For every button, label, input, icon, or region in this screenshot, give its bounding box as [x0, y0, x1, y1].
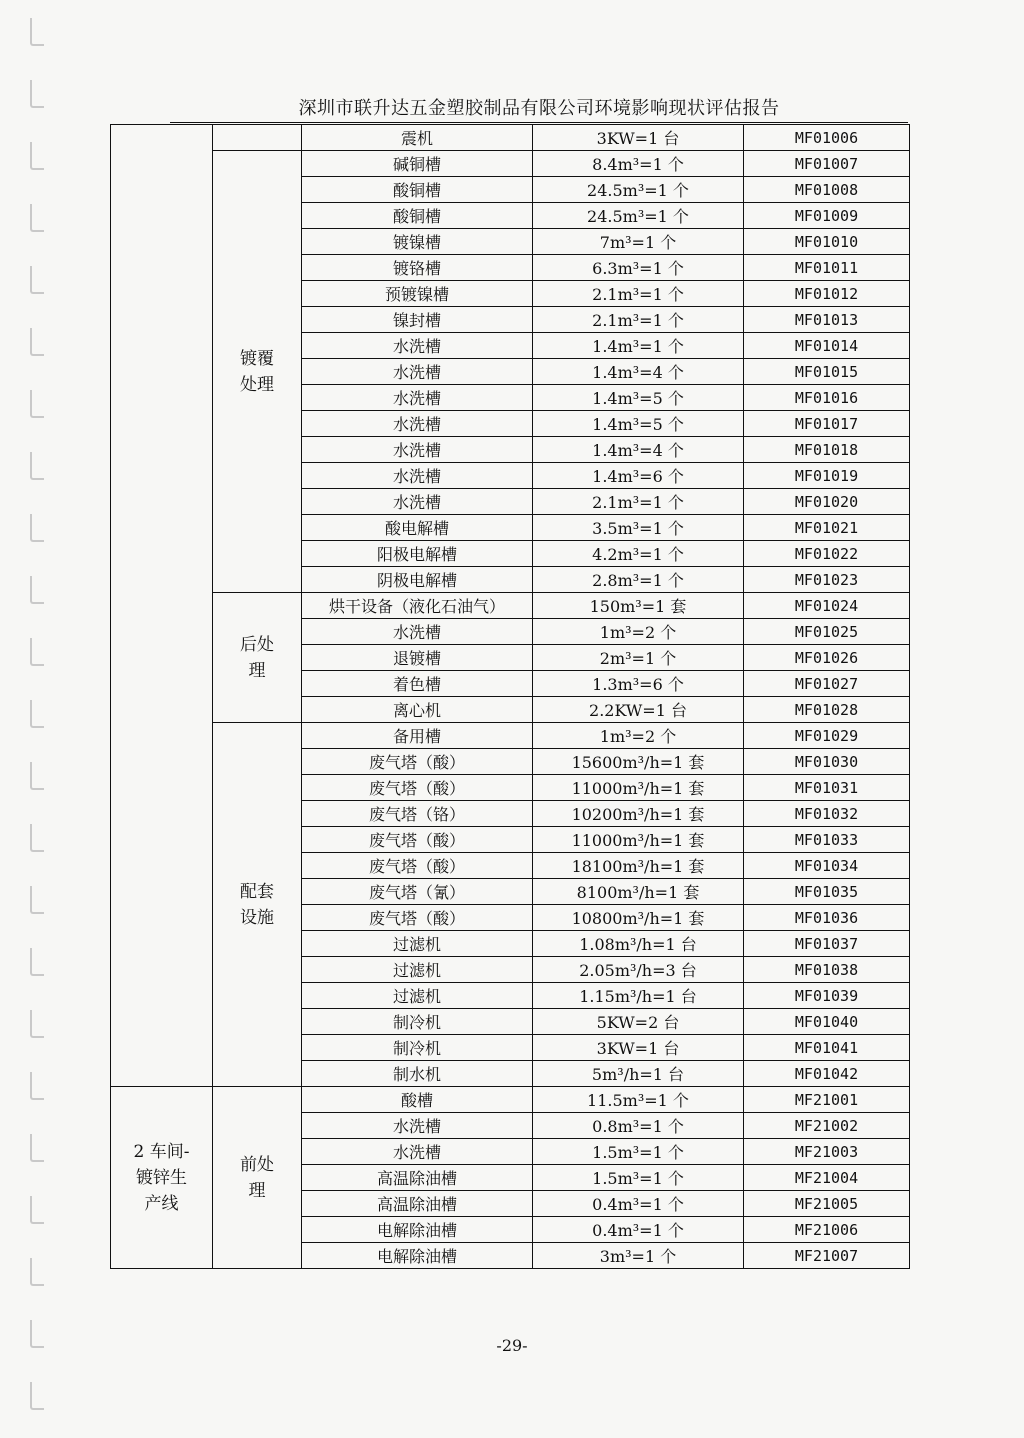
- equipment-spec: 2.2KW=1 台: [533, 697, 744, 723]
- equipment-code: MF21001: [744, 1087, 910, 1113]
- equipment-spec: 6.3m³=1 个: [533, 255, 744, 281]
- process-label: 配套 设施: [240, 881, 274, 928]
- equipment-name: 过滤机: [302, 957, 533, 983]
- equipment-name: 过滤机: [302, 983, 533, 1009]
- equipment-name: 废气塔（氰）: [302, 879, 533, 905]
- equipment-name: 酸铜槽: [302, 203, 533, 229]
- equipment-name: 着色槽: [302, 671, 533, 697]
- process-cell: [213, 723, 302, 1087]
- binding-hole: [30, 948, 44, 976]
- binding-hole: [30, 204, 44, 232]
- equipment-code: MF21003: [744, 1139, 910, 1165]
- equipment-name: 预镀镍槽: [302, 281, 533, 307]
- equipment-name: 高温除油槽: [302, 1165, 533, 1191]
- equipment-code: MF01022: [744, 541, 910, 567]
- equipment-code: MF01014: [744, 333, 910, 359]
- equipment-code: MF01023: [744, 567, 910, 593]
- equipment-name: 水洗槽: [302, 333, 533, 359]
- equipment-spec: 8.4m³=1 个: [533, 151, 744, 177]
- equipment-spec: 2m³=1 个: [533, 645, 744, 671]
- binding-hole: [30, 328, 44, 356]
- equipment-spec: 1m³=2 个: [533, 619, 744, 645]
- equipment-spec: 0.4m³=1 个: [533, 1191, 744, 1217]
- equipment-code: MF01035: [744, 879, 910, 905]
- equipment-name: 震机: [302, 125, 533, 151]
- process-label: 镀覆 处理: [240, 348, 274, 395]
- equipment-name: 酸电解槽: [302, 515, 533, 541]
- binding-holes: [30, 0, 44, 1438]
- equipment-code: MF01008: [744, 177, 910, 203]
- report-header: 深圳市联升达五金塑胶制品有限公司环境影响现状评估报告: [170, 96, 908, 123]
- equipment-name: 水洗槽: [302, 619, 533, 645]
- equipment-spec: 15600m³/h=1 套: [533, 749, 744, 775]
- equipment-spec: 2.1m³=1 个: [533, 281, 744, 307]
- equipment-spec: 5KW=2 台: [533, 1009, 744, 1035]
- binding-hole: [30, 576, 44, 604]
- equipment-spec: 2.05m³/h=3 台: [533, 957, 744, 983]
- equipment-name: 阴极电解槽: [302, 567, 533, 593]
- equipment-code: MF01009: [744, 203, 910, 229]
- binding-hole: [30, 1258, 44, 1286]
- equipment-spec: 1.4m³=6 个: [533, 463, 744, 489]
- equipment-name: 水洗槽: [302, 1139, 533, 1165]
- equipment-spec: 1.4m³=1 个: [533, 333, 744, 359]
- equipment-spec: 24.5m³=1 个: [533, 177, 744, 203]
- equipment-spec: 1.5m³=1 个: [533, 1139, 744, 1165]
- equipment-name: 镍封槽: [302, 307, 533, 333]
- equipment-name: 水洗槽: [302, 437, 533, 463]
- equipment-name: 废气塔（酸）: [302, 905, 533, 931]
- equipment-name: 水洗槽: [302, 359, 533, 385]
- equipment-name: 废气塔（酸）: [302, 853, 533, 879]
- process-label: 后处 理: [240, 634, 274, 681]
- binding-hole: [30, 514, 44, 542]
- equipment-code: MF01007: [744, 151, 910, 177]
- equipment-code: MF01017: [744, 411, 910, 437]
- equipment-name: 电解除油槽: [302, 1217, 533, 1243]
- binding-hole: [30, 1196, 44, 1224]
- equipment-spec: 4.2m³=1 个: [533, 541, 744, 567]
- equipment-spec: 0.4m³=1 个: [533, 1217, 744, 1243]
- binding-hole: [30, 1010, 44, 1038]
- equipment-code: MF21002: [744, 1113, 910, 1139]
- binding-hole: [30, 266, 44, 294]
- binding-hole: [30, 452, 44, 480]
- equipment-code: MF01013: [744, 307, 910, 333]
- equipment-spec: 150m³=1 套: [533, 593, 744, 619]
- equipment-spec: 24.5m³=1 个: [533, 203, 744, 229]
- equipment-name: 酸铜槽: [302, 177, 533, 203]
- equipment-code: MF01034: [744, 853, 910, 879]
- equipment-spec: 1.3m³=6 个: [533, 671, 744, 697]
- equipment-code: MF01018: [744, 437, 910, 463]
- equipment-name: 废气塔（酸）: [302, 827, 533, 853]
- equipment-code: MF01027: [744, 671, 910, 697]
- equipment-name: 水洗槽: [302, 385, 533, 411]
- equipment-spec: 2.8m³=1 个: [533, 567, 744, 593]
- binding-hole: [30, 390, 44, 418]
- equipment-spec: 5m³/h=1 台: [533, 1061, 744, 1087]
- equipment-spec: 10800m³/h=1 套: [533, 905, 744, 931]
- equipment-name: 水洗槽: [302, 463, 533, 489]
- equipment-name: 高温除油槽: [302, 1191, 533, 1217]
- equipment-code: MF01040: [744, 1009, 910, 1035]
- equipment-code: MF01032: [744, 801, 910, 827]
- equipment-spec: 1m³=2 个: [533, 723, 744, 749]
- equipment-name: 废气塔（酸）: [302, 775, 533, 801]
- table-row: [111, 1087, 910, 1113]
- equipment-code: MF01028: [744, 697, 910, 723]
- binding-hole: [30, 762, 44, 790]
- equipment-name: 酸槽: [302, 1087, 533, 1113]
- equipment-code: MF01021: [744, 515, 910, 541]
- process-cell: [213, 593, 302, 723]
- equipment-code: MF21005: [744, 1191, 910, 1217]
- equipment-name: 过滤机: [302, 931, 533, 957]
- equipment-spec: 7m³=1 个: [533, 229, 744, 255]
- binding-hole: [30, 638, 44, 666]
- equipment-code: MF01039: [744, 983, 910, 1009]
- equipment-name: 制冷机: [302, 1009, 533, 1035]
- equipment-spec: 8100m³/h=1 套: [533, 879, 744, 905]
- equipment-spec: 11000m³/h=1 套: [533, 827, 744, 853]
- equipment-code: MF01038: [744, 957, 910, 983]
- equipment-name: 制水机: [302, 1061, 533, 1087]
- equipment-code: MF01026: [744, 645, 910, 671]
- equipment-code: MF01042: [744, 1061, 910, 1087]
- equipment-code: MF01029: [744, 723, 910, 749]
- process-label: 前处 理: [240, 1154, 274, 1201]
- table-row: [111, 125, 910, 151]
- equipment-name: 水洗槽: [302, 489, 533, 515]
- equipment-spec: 2.1m³=1 个: [533, 489, 744, 515]
- binding-hole: [30, 1382, 44, 1410]
- equipment-code: MF01025: [744, 619, 910, 645]
- equipment-spec: 11000m³/h=1 套: [533, 775, 744, 801]
- equipment-code: MF01019: [744, 463, 910, 489]
- equipment-name: 碱铜槽: [302, 151, 533, 177]
- equipment-code: MF21007: [744, 1243, 910, 1269]
- equipment-spec: 1.4m³=5 个: [533, 385, 744, 411]
- equipment-code: MF01037: [744, 931, 910, 957]
- process-cell: [213, 1087, 302, 1269]
- equipment-name: 离心机: [302, 697, 533, 723]
- equipment-code: MF01011: [744, 255, 910, 281]
- equipment-spec: 3m³=1 个: [533, 1243, 744, 1269]
- equipment-name: 镀铬槽: [302, 255, 533, 281]
- equipment-name: 水洗槽: [302, 1113, 533, 1139]
- equipment-code: MF01020: [744, 489, 910, 515]
- equipment-name: 废气塔（铬）: [302, 801, 533, 827]
- page-number: -29-: [496, 1336, 528, 1355]
- equipment-name: 电解除油槽: [302, 1243, 533, 1269]
- equipment-code: MF01036: [744, 905, 910, 931]
- table-row: [111, 723, 910, 749]
- equipment-name: 废气塔（酸）: [302, 749, 533, 775]
- equipment-code: MF01033: [744, 827, 910, 853]
- equipment-name: 备用槽: [302, 723, 533, 749]
- equipment-spec: 1.4m³=4 个: [533, 437, 744, 463]
- equipment-spec: 11.5m³=1 个: [533, 1087, 744, 1113]
- process-cell: [213, 125, 302, 151]
- equipment-code: MF01016: [744, 385, 910, 411]
- equipment-spec: 3KW=1 台: [533, 125, 744, 151]
- workshop-cell: [111, 1087, 213, 1269]
- equipment-spec: 1.15m³/h=1 台: [533, 983, 744, 1009]
- equipment-name: 制冷机: [302, 1035, 533, 1061]
- binding-hole: [30, 824, 44, 852]
- binding-hole: [30, 80, 44, 108]
- equipment-spec: 2.1m³=1 个: [533, 307, 744, 333]
- equipment-name: 镀镍槽: [302, 229, 533, 255]
- workshop-cell: [111, 125, 213, 1087]
- equipment-code: MF21004: [744, 1165, 910, 1191]
- equipment-spec: 3KW=1 台: [533, 1035, 744, 1061]
- equipment-code: MF01010: [744, 229, 910, 255]
- equipment-name: 水洗槽: [302, 411, 533, 437]
- binding-hole: [30, 142, 44, 170]
- equipment-code: MF01024: [744, 593, 910, 619]
- binding-hole: [30, 18, 44, 46]
- binding-hole: [30, 700, 44, 728]
- table-row: [111, 593, 910, 619]
- equipment-code: MF01012: [744, 281, 910, 307]
- equipment-name: 退镀槽: [302, 645, 533, 671]
- equipment-code: MF01031: [744, 775, 910, 801]
- equipment-spec: 0.8m³=1 个: [533, 1113, 744, 1139]
- equipment-name: 烘干设备（液化石油气）: [302, 593, 533, 619]
- workshop-label: 2 车间- 镀锌生 产线: [133, 1141, 190, 1214]
- binding-hole: [30, 1134, 44, 1162]
- equipment-spec: 18100m³/h=1 套: [533, 853, 744, 879]
- equipment-code: MF21006: [744, 1217, 910, 1243]
- equipment-spec: 1.4m³=5 个: [533, 411, 744, 437]
- equipment-spec: 1.08m³/h=1 台: [533, 931, 744, 957]
- equipment-spec: 3.5m³=1 个: [533, 515, 744, 541]
- equipment-spec: 1.4m³=4 个: [533, 359, 744, 385]
- equipment-code: MF01030: [744, 749, 910, 775]
- equipment-table: [110, 124, 910, 1269]
- binding-hole: [30, 886, 44, 914]
- equipment-code: MF01041: [744, 1035, 910, 1061]
- table-row: [111, 151, 910, 177]
- equipment-spec: 10200m³/h=1 套: [533, 801, 744, 827]
- equipment-code: MF01006: [744, 125, 910, 151]
- equipment-spec: 1.5m³=1 个: [533, 1165, 744, 1191]
- binding-hole: [30, 1072, 44, 1100]
- equipment-code: MF01015: [744, 359, 910, 385]
- equipment-name: 阳极电解槽: [302, 541, 533, 567]
- process-cell: [213, 151, 302, 593]
